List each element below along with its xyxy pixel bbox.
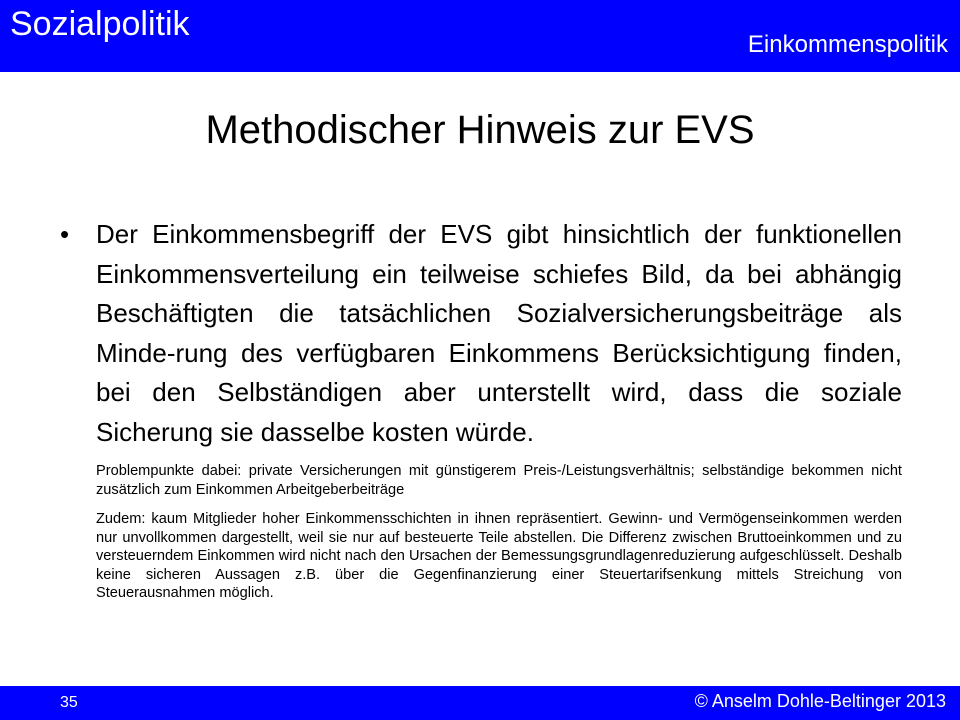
slide-content [60, 215, 910, 603]
header-bar [0, 0, 960, 72]
sub-paragraph-additional: Zudem: kaum Mitglieder hoher Einkommensschichten in ihnen repräsentiert. Gewinn- und Vermögenseinkommen werden nur unvollkommen dargestellt, weil sie nur auf besteuerte Teile abstellen. Die Differenz zwischen Bruttoeinkommen und zu versteuerndem Einkommen wird nicht nach den Ursachen der Bemessungsgrundlagenreduzierung aufgeschlüsselt. Deshalb keine sicheren Aussagen z.B. über die Gegenfinanzierung einer Steuertarifsenkung mittels Streichung von Steuerausnahmen möglich. [96, 511, 902, 601]
bullet-text: Der Einkommensbegriff der EVS gibt hinsichtlich der funktionellen Einkommensverteilung ein teilweise schiefes Bild, da bei abhängig Beschäftigten die tatsächlichen Sozialversicherungsbeiträge als Minde-rung des verfügbaren Einkommens Berücksichtigung finden, bei den Selbständigen aber unterstellt wird, dass die soziale Sicherung sie dasselbe kosten würde. [96, 219, 902, 447]
page-number: 35 [60, 694, 78, 711]
footer-bar [0, 686, 960, 720]
sub-paragraph-problems: Problempunkte dabei: private Versicherungen mit günstigerem Preis-/Leistungsverhältnis; selbständige bekommen nicht zusätzlich zum Einkommen Arbeitgeberbeiträge [96, 463, 902, 498]
bullet-dot-icon: • [60, 219, 70, 249]
bullet-item [60, 215, 910, 452]
header-section-label: Einkommenspolitik [747, 31, 948, 58]
slide-title: Methodischer Hinweis zur EVS [205, 108, 755, 152]
header-title: Sozialpolitik [10, 5, 190, 43]
copyright-notice: © Anselm Dohle-Beltinger 2013 [694, 691, 946, 711]
